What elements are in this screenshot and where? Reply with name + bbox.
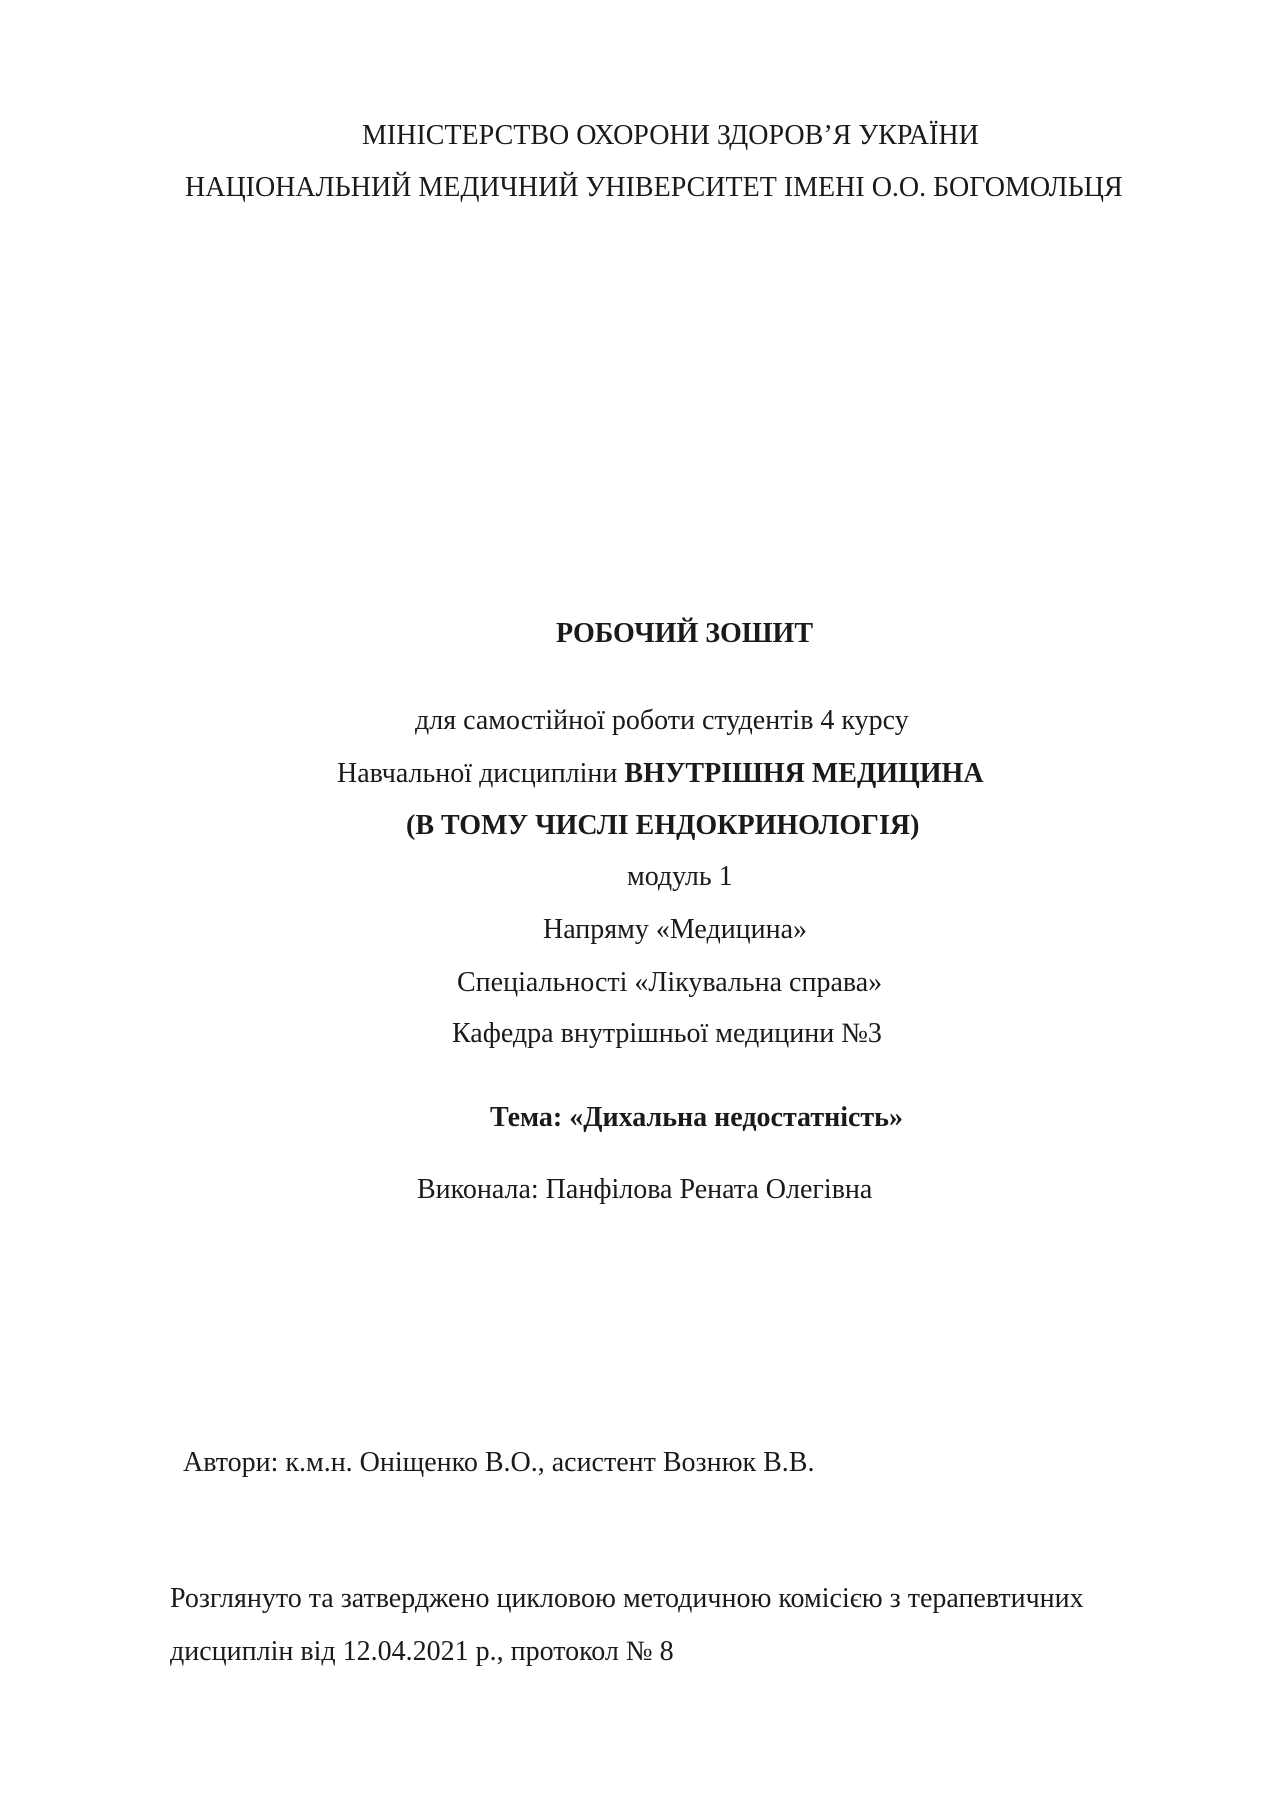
performed-by-line: Виконала: Панфілова Рената Олегівна [417,1174,873,1205]
purpose-line: для самостійної роботи студентів 4 курсу [415,705,909,736]
discipline-prefix: Навчальної дисципліни [337,758,625,789]
approval-line-2: дисциплін від 12.04.2021 р., протокол № 8 [170,1636,674,1667]
discipline-subtitle: (В ТОМУ ЧИСЛІ ЕНДОКРИНОЛОГІЯ) [406,810,920,841]
discipline-name: ВНУТРІШНЯ МЕДИЦИНА [624,758,984,789]
speciality-line: Спеціальності «Лікувальна справа» [457,967,883,998]
ministry-heading: МІНІСТЕРСТВО ОХОРОНИ ЗДОРОВ’Я УКРАЇНИ [362,120,979,151]
direction-line: Напряму «Медицина» [543,914,808,945]
department-line: Кафедра внутрішньої медицини №3 [452,1018,882,1049]
document-title: РОБОЧИЙ ЗОШИТ [556,618,813,649]
module-line: модуль 1 [627,861,733,892]
authors-line: Автори: к.м.н. Оніщенко В.О., асистент Вознюк В.В. [183,1447,815,1478]
discipline-line [337,756,984,792]
university-heading: НАЦІОНАЛЬНИЙ МЕДИЧНИЙ УНІВЕРСИТЕТ ІМЕНІ О.О. БОГОМОЛЬЦЯ [185,172,1123,203]
topic-line: Тема: «Дихальна недостатність» [490,1102,903,1133]
approval-line-1: Розглянуто та затверджено цикловою методичною комісією з терапевтичних [170,1583,1084,1614]
